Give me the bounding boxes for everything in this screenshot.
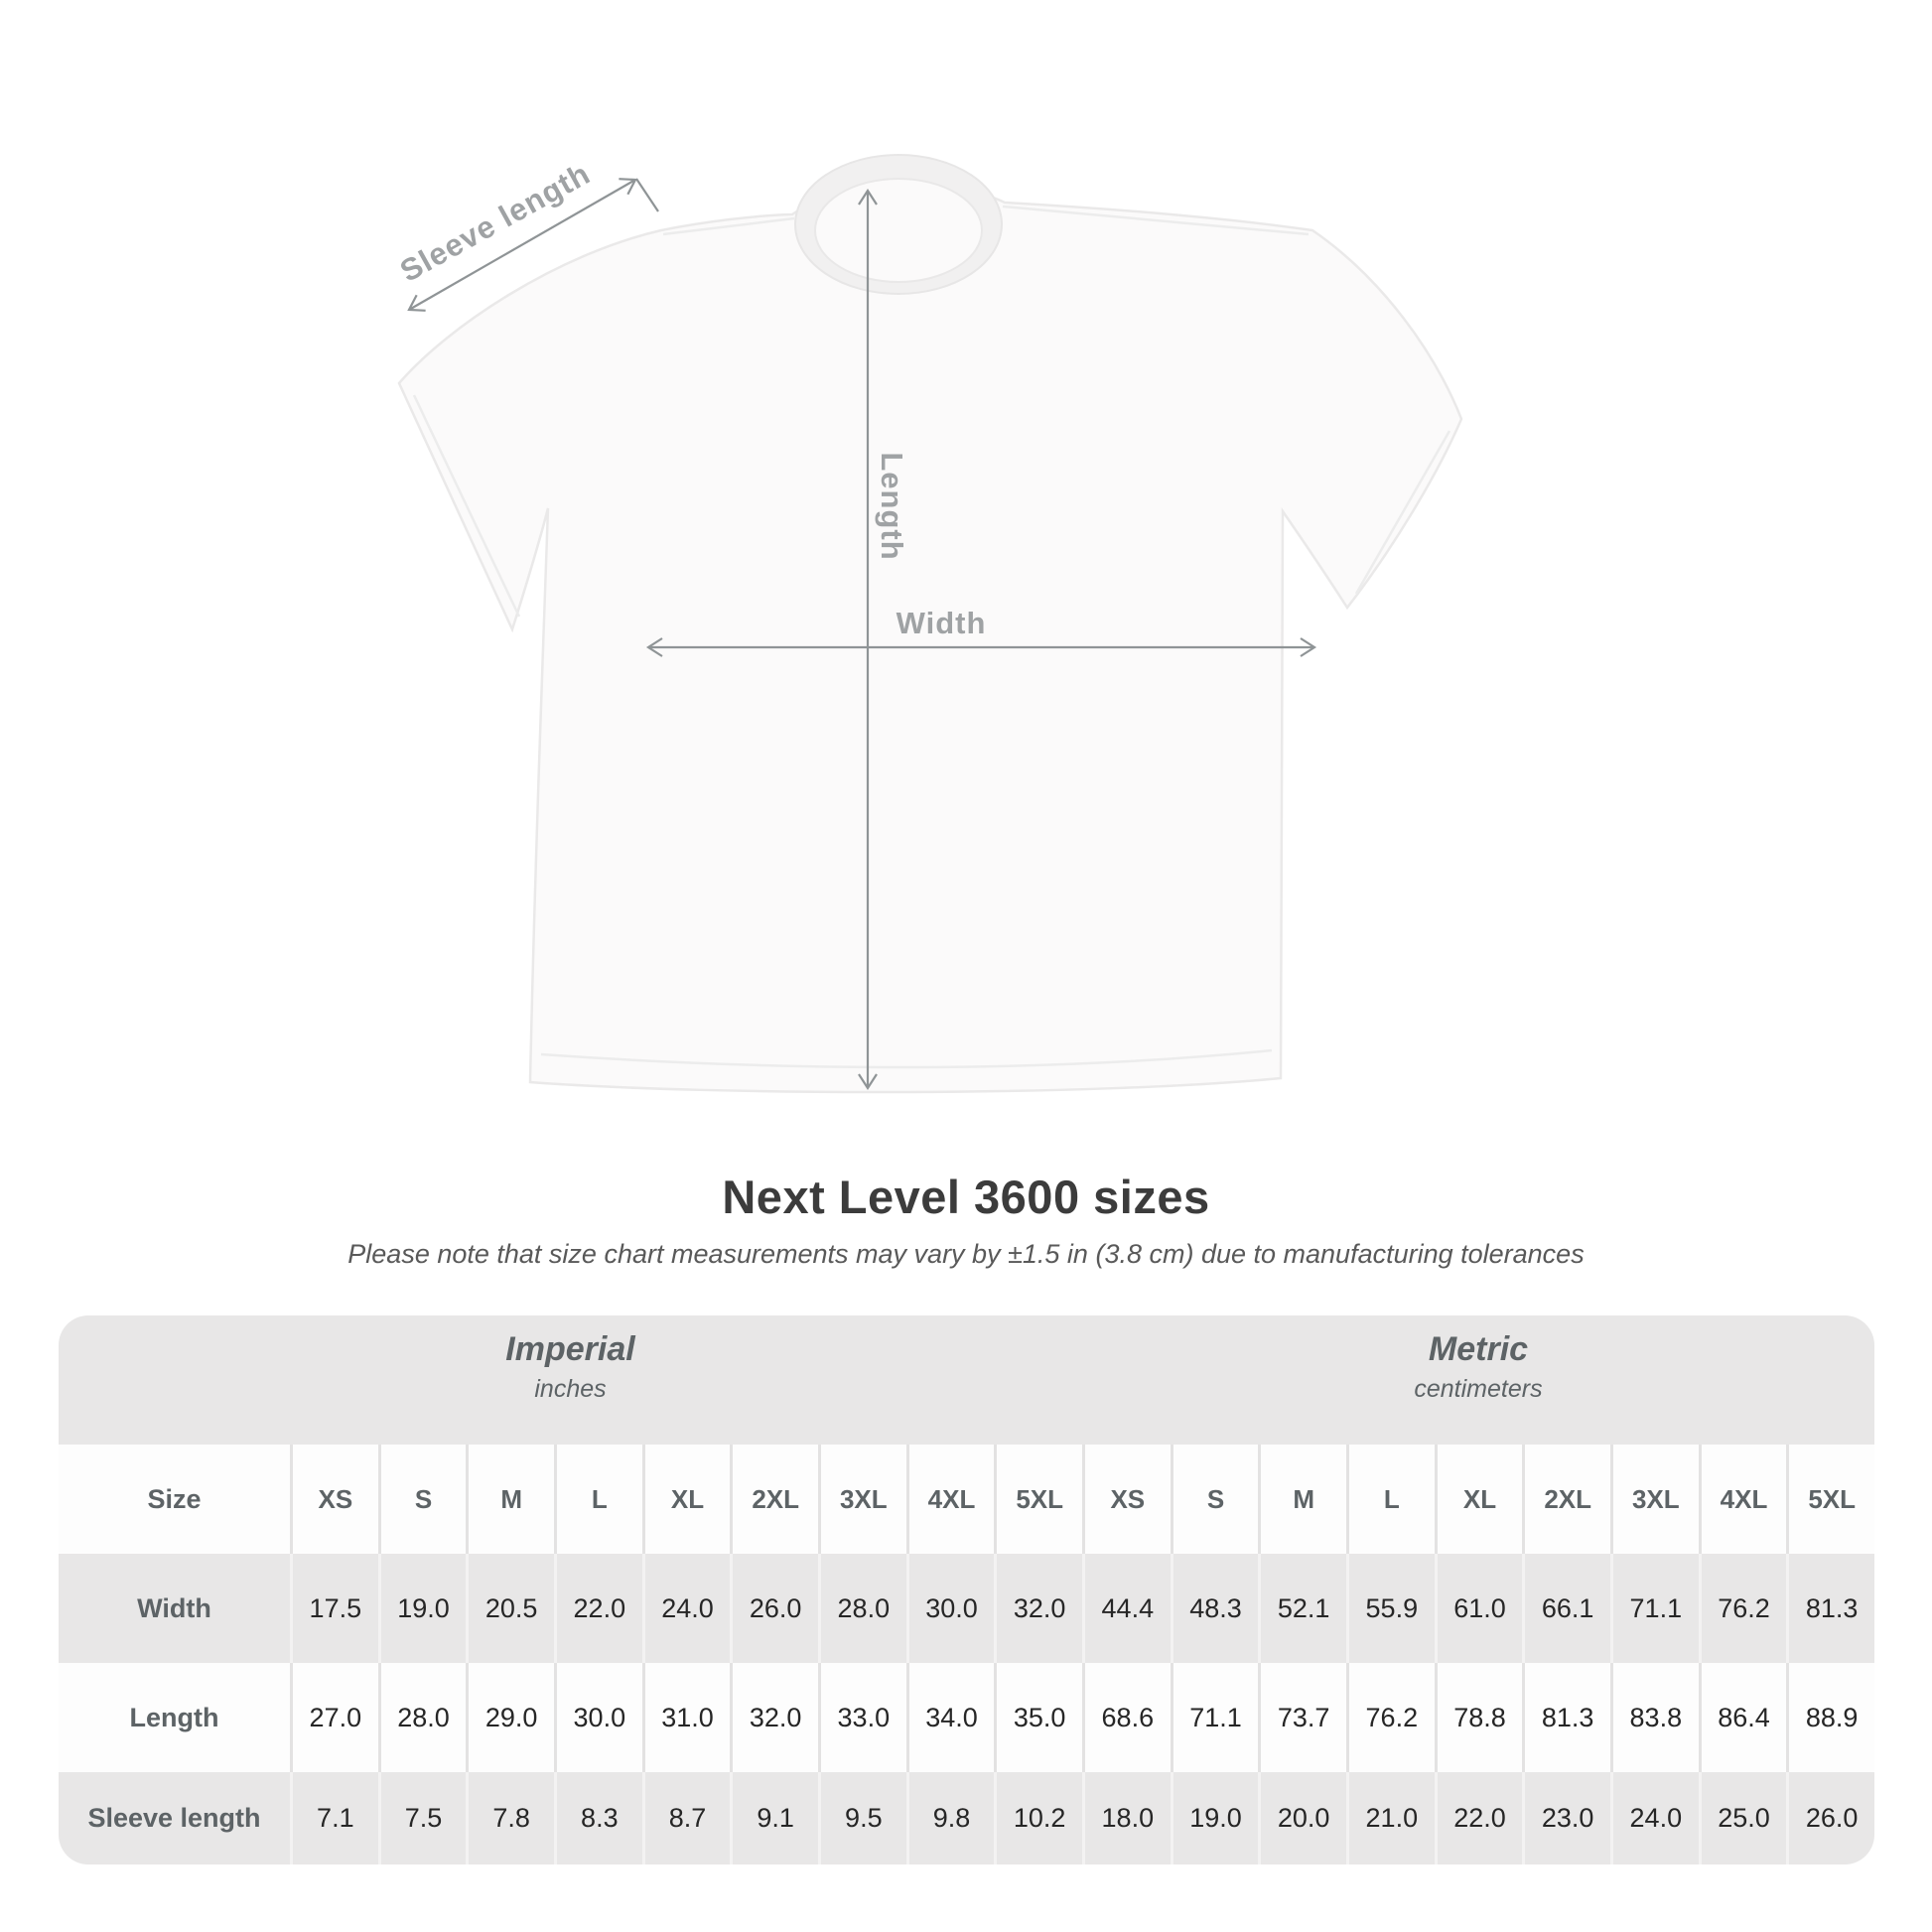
row-label-sleeve-length: Sleeve length <box>87 1803 261 1833</box>
sleeve-imperial-4xl: 9.8 <box>906 1772 995 1864</box>
size-corner-header: Size <box>59 1445 290 1554</box>
width-metric-2xl: 66.1 <box>1522 1554 1610 1663</box>
width-imperial-5xl: 32.0 <box>994 1554 1082 1663</box>
column-header-metric-xl: XL <box>1435 1445 1523 1554</box>
metric-section-header <box>1082 1315 1874 1445</box>
metric-section-title: Metric <box>1428 1330 1529 1368</box>
width-imperial-xl: 24.0 <box>642 1554 731 1663</box>
width-imperial-3xl: 28.0 <box>818 1554 906 1663</box>
length-label: Length <box>875 452 909 561</box>
imperial-section-header <box>59 1315 1082 1445</box>
column-header-imperial-l: L <box>554 1445 642 1554</box>
column-header-metric-2xl: 2XL <box>1522 1445 1610 1554</box>
length-metric-xs: 68.6 <box>1082 1663 1171 1772</box>
column-header-imperial-xl: XL <box>642 1445 731 1554</box>
sleeve-imperial-l: 8.3 <box>554 1772 642 1864</box>
sleeve-imperial-3xl: 9.5 <box>818 1772 906 1864</box>
sleeve-imperial-xs: 7.1 <box>290 1772 378 1864</box>
width-metric-4xl: 76.2 <box>1699 1554 1787 1663</box>
tolerance-note: Please note that size chart measurements may vary by ±1.5 in (3.8 cm) due to manufacturing tolerances <box>347 1239 1585 1269</box>
sleeve-length-end-tick <box>636 179 658 211</box>
metric-section-unit: centimeters <box>1414 1375 1543 1403</box>
sleeve-metric-4xl: 25.0 <box>1699 1772 1787 1864</box>
column-header-imperial-m: M <box>466 1445 554 1554</box>
length-metric-l: 76.2 <box>1346 1663 1435 1772</box>
sleeve-imperial-xl: 8.7 <box>642 1772 731 1864</box>
imperial-section-title: Imperial <box>505 1330 635 1368</box>
sleeve-imperial-2xl: 9.1 <box>730 1772 818 1864</box>
sleeve-metric-l: 21.0 <box>1346 1772 1435 1864</box>
width-metric-3xl: 71.1 <box>1610 1554 1699 1663</box>
sleeve-imperial-s: 7.5 <box>378 1772 467 1864</box>
column-header-imperial-5xl: 5XL <box>994 1445 1082 1554</box>
column-header-imperial-2xl: 2XL <box>730 1445 818 1554</box>
column-header-metric-s: S <box>1171 1445 1259 1554</box>
tshirt-collar-inner <box>815 179 982 282</box>
size-table <box>59 1315 1874 1864</box>
length-metric-2xl: 81.3 <box>1522 1663 1610 1772</box>
length-metric-5xl: 88.9 <box>1786 1663 1874 1772</box>
width-imperial-m: 20.5 <box>466 1554 554 1663</box>
sleeve-metric-5xl: 26.0 <box>1786 1772 1874 1864</box>
length-metric-s: 71.1 <box>1171 1663 1259 1772</box>
length-imperial-2xl: 32.0 <box>730 1663 818 1772</box>
width-imperial-l: 22.0 <box>554 1554 642 1663</box>
column-header-imperial-3xl: 3XL <box>818 1445 906 1554</box>
length-imperial-3xl: 33.0 <box>818 1663 906 1772</box>
sleeve-metric-s: 19.0 <box>1171 1772 1259 1864</box>
sleeve-length-label: Sleeve length <box>394 155 597 289</box>
length-imperial-s: 28.0 <box>378 1663 467 1772</box>
length-imperial-xs: 27.0 <box>290 1663 378 1772</box>
length-imperial-4xl: 34.0 <box>906 1663 995 1772</box>
width-imperial-4xl: 30.0 <box>906 1554 995 1663</box>
width-imperial-xs: 17.5 <box>290 1554 378 1663</box>
length-imperial-m: 29.0 <box>466 1663 554 1772</box>
sleeve-metric-2xl: 23.0 <box>1522 1772 1610 1864</box>
column-header-imperial-s: S <box>378 1445 467 1554</box>
column-header-imperial-xs: XS <box>290 1445 378 1554</box>
column-header-metric-5xl: 5XL <box>1786 1445 1874 1554</box>
width-metric-m: 52.1 <box>1258 1554 1346 1663</box>
length-metric-4xl: 86.4 <box>1699 1663 1787 1772</box>
length-imperial-xl: 31.0 <box>642 1663 731 1772</box>
page-title: Next Level 3600 sizes <box>722 1171 1210 1223</box>
sleeve-metric-xs: 18.0 <box>1082 1772 1171 1864</box>
width-imperial-s: 19.0 <box>378 1554 467 1663</box>
width-metric-xl: 61.0 <box>1435 1554 1523 1663</box>
length-metric-3xl: 83.8 <box>1610 1663 1699 1772</box>
row-label-length: Length <box>59 1663 290 1772</box>
row-label-width: Width <box>137 1592 211 1623</box>
length-imperial-5xl: 35.0 <box>994 1663 1082 1772</box>
column-header-metric-l: L <box>1346 1445 1435 1554</box>
length-metric-m: 73.7 <box>1258 1663 1346 1772</box>
sleeve-imperial-m: 7.8 <box>466 1772 554 1864</box>
width-metric-l: 55.9 <box>1346 1554 1435 1663</box>
column-header-metric-4xl: 4XL <box>1699 1445 1787 1554</box>
width-metric-xs: 44.4 <box>1082 1554 1171 1663</box>
sleeve-metric-m: 20.0 <box>1258 1772 1346 1864</box>
sleeve-imperial-5xl: 10.2 <box>994 1772 1082 1864</box>
imperial-section-unit: inches <box>534 1375 607 1403</box>
width-metric-s: 48.3 <box>1171 1554 1259 1663</box>
column-header-metric-m: M <box>1258 1445 1346 1554</box>
width-label: Width <box>896 606 987 640</box>
sleeve-metric-3xl: 24.0 <box>1610 1772 1699 1864</box>
sleeve-metric-xl: 22.0 <box>1435 1772 1523 1864</box>
column-header-metric-xs: XS <box>1082 1445 1171 1554</box>
length-imperial-l: 30.0 <box>554 1663 642 1772</box>
width-metric-5xl: 81.3 <box>1786 1554 1874 1663</box>
column-header-imperial-4xl: 4XL <box>906 1445 995 1554</box>
column-header-metric-3xl: 3XL <box>1610 1445 1699 1554</box>
width-imperial-2xl: 26.0 <box>730 1554 818 1663</box>
length-metric-xl: 78.8 <box>1435 1663 1523 1772</box>
